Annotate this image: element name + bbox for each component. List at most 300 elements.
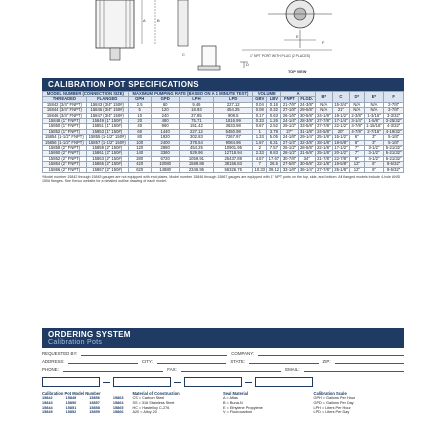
table-cell: 19-1/2" bbox=[334, 112, 348, 118]
table-cell: 6-21/32" bbox=[384, 156, 404, 161]
material-legend bbox=[133, 391, 224, 415]
scale-item: GPH = Gallons Per Hour bbox=[313, 396, 356, 401]
table-cell: 15858 (2" FNPT) bbox=[43, 146, 87, 151]
table-cell: 15862 (2" FNPT) bbox=[43, 156, 87, 161]
table-cell: 960 bbox=[151, 124, 179, 129]
table-cell: 1816.99 bbox=[214, 119, 253, 124]
email-field[interactable] bbox=[304, 367, 404, 372]
table-cell: 480 bbox=[151, 119, 179, 124]
table-cell: 280 bbox=[128, 156, 151, 161]
table-cell: 28-1/2" bbox=[282, 150, 297, 156]
table-cell: 0.16 bbox=[267, 102, 281, 107]
table-cell: 15852 (1" FNPT) bbox=[43, 129, 87, 134]
material-item: HC = Hastelloy C-276 bbox=[132, 405, 170, 410]
scale-item: GPD = Gallons Per Day bbox=[313, 400, 354, 405]
table-cell: 10080 bbox=[151, 162, 179, 167]
table-cell: 5 bbox=[128, 108, 151, 113]
table-cell: 120 bbox=[128, 146, 151, 151]
phone-label: PHONE: bbox=[42, 367, 59, 372]
table-cell: 2346.95 bbox=[179, 167, 214, 172]
city-label: CITY: bbox=[141, 359, 153, 364]
model-number-box[interactable] bbox=[42, 377, 100, 387]
table-cell: 27-7/8" bbox=[317, 123, 331, 129]
table-cell: 18.93 bbox=[179, 108, 214, 113]
table-cell: 39.12 bbox=[268, 166, 280, 172]
table-cell: 5-1/8" bbox=[384, 135, 404, 140]
address-field[interactable] bbox=[68, 359, 137, 364]
table-cell: 36-1/4" bbox=[299, 166, 314, 172]
table-cell: 302.83 bbox=[179, 135, 214, 140]
table-cell: 15864 (2" FNPT) bbox=[43, 162, 87, 167]
form-row-3 bbox=[42, 367, 404, 372]
company-field[interactable] bbox=[258, 351, 404, 356]
model-number-item: 15864 bbox=[112, 400, 124, 405]
table-cell: 4.67 bbox=[253, 156, 267, 161]
col-max-pumping-rate: MAXIMUM PUMPING RATE (BASED ON A 1 MINUTE TEST) bbox=[128, 92, 253, 97]
form-row-2 bbox=[42, 359, 404, 364]
table-cell: N/A bbox=[350, 108, 365, 113]
table-cell: 15-1/2" bbox=[334, 134, 348, 140]
table-cell: 15853 (1" 150#) bbox=[86, 129, 128, 134]
table-cell: 8-5/32" bbox=[384, 162, 404, 167]
table-cell: 15846 (3/4" FNPT) bbox=[43, 113, 87, 118]
table-cell: 2.5 bbox=[128, 102, 151, 107]
table-cell: 60 bbox=[151, 102, 179, 107]
table-cell: 454.25 bbox=[179, 146, 214, 151]
table-cell: 6.31 bbox=[267, 140, 281, 145]
table-cell: 60 bbox=[128, 129, 151, 134]
table-cell: 7 bbox=[253, 162, 267, 167]
table-cell: 20 bbox=[128, 119, 151, 124]
table-cell: N/A bbox=[364, 108, 384, 113]
table-cell: 2-7/8" bbox=[384, 108, 404, 113]
table-cell: 2-7/8" bbox=[384, 102, 404, 107]
table-cell: 22-1/8" bbox=[317, 145, 331, 151]
table-cell: 420 bbox=[128, 162, 151, 167]
table-cell: 1589.86 bbox=[179, 162, 214, 167]
table-cell: 3633.98 bbox=[214, 124, 253, 129]
col-fnpt: FNPT bbox=[281, 97, 298, 102]
order-code-legend bbox=[42, 391, 404, 415]
table-cell: 24-3/8" bbox=[299, 101, 314, 107]
table-cell: 24-1/4" bbox=[282, 118, 297, 124]
form-row-1 bbox=[42, 351, 404, 356]
table-cell: 1-3/16" bbox=[364, 113, 384, 118]
side-view-drawing bbox=[96, 0, 220, 70]
table-cell: 75.71 bbox=[179, 119, 214, 124]
table-cell: 18-5/8" bbox=[334, 139, 348, 145]
model-number-item: 15851 bbox=[65, 405, 77, 410]
col-lpd: LPD bbox=[214, 97, 253, 102]
table-cell: 3-1/4" bbox=[351, 118, 363, 124]
table-cell: 0.33 bbox=[253, 119, 267, 124]
table-cell: 1-5/8" bbox=[364, 119, 384, 124]
table-cell: 25-1/8" bbox=[317, 134, 331, 140]
dim-label-a: A bbox=[143, 18, 146, 23]
table-cell: 20" bbox=[332, 129, 349, 134]
table-cell: 17.67 bbox=[268, 155, 280, 161]
requested-by-label: REQUESTED BY: bbox=[42, 351, 78, 356]
table-cell: 0.08 bbox=[253, 108, 267, 113]
table-cell: 22-1/2" bbox=[334, 123, 348, 129]
table-cell: 12" bbox=[350, 167, 365, 172]
table-cell: N/A bbox=[364, 102, 384, 107]
model-number-item: 15866 bbox=[112, 410, 124, 415]
table-cell: 227.12 bbox=[179, 129, 214, 134]
table-cell: 28-3/8" bbox=[299, 118, 314, 124]
table-cell: 454.25 bbox=[214, 108, 253, 113]
table-cell: 12718.94 bbox=[214, 151, 253, 156]
table-cell: 38156.83 bbox=[214, 162, 253, 167]
model-number-item: 15859 bbox=[89, 410, 100, 415]
model-number-item: 15843 bbox=[42, 400, 53, 405]
seal-legend bbox=[223, 391, 314, 415]
table-cell: 22-1/8" bbox=[317, 161, 331, 167]
table-cell: 20-1/2" bbox=[334, 150, 348, 156]
top-view-label: TOP VIEW bbox=[288, 70, 307, 74]
table-cell: 15844 (3/4" FNPT) bbox=[43, 108, 87, 113]
table-cell: 1920 bbox=[151, 135, 179, 140]
table-cell: 12" bbox=[350, 162, 365, 167]
table-cell: 33-1/8" bbox=[282, 166, 297, 172]
col-d: D* bbox=[350, 92, 365, 103]
table-cell: 7267.97 bbox=[214, 135, 253, 140]
table-cell: 1 bbox=[253, 129, 267, 134]
table-cell: 17-1/4" bbox=[334, 118, 348, 124]
table-cell: 8.83 bbox=[267, 151, 281, 156]
table-cell: 27" bbox=[281, 129, 298, 134]
table-cell: 3" bbox=[364, 135, 384, 140]
table-cell: 7" bbox=[350, 146, 365, 151]
table-cell: 0.63 bbox=[267, 113, 281, 118]
col-lph: LPH bbox=[179, 97, 214, 102]
table-cell: 620 bbox=[128, 167, 151, 172]
table-cell: 4-1/2" bbox=[364, 156, 384, 161]
zip-label: ZIP: bbox=[322, 359, 331, 364]
model-number-item: 15844 bbox=[42, 405, 53, 410]
table-cell: 15847 (3/4" 150#) bbox=[86, 113, 128, 118]
model-number-item: 15856 bbox=[89, 396, 100, 401]
dim-label-c: C bbox=[182, 52, 185, 57]
zip-field[interactable] bbox=[335, 359, 404, 364]
col-lbv: LBV bbox=[267, 97, 281, 102]
ordering-heading bbox=[42, 328, 404, 348]
seal-item: B = Buna-N bbox=[223, 400, 243, 405]
table-cell: 5-21/32" bbox=[384, 151, 404, 156]
table-cell: 27-1/8" bbox=[282, 107, 297, 113]
scale-legend bbox=[314, 391, 405, 415]
table-cell: 15861 (2" 150#) bbox=[86, 151, 128, 156]
table-cell: 2.33 bbox=[253, 151, 267, 156]
table-cell: 15851 (1" 150#) bbox=[86, 124, 128, 129]
table-cell: 27-7/8" bbox=[317, 118, 331, 124]
model-number-list bbox=[42, 396, 133, 415]
table-cell: 5450.98 bbox=[214, 129, 253, 134]
ordering-subtitle: Calibration Pots bbox=[48, 339, 103, 346]
table-cell: 6720 bbox=[151, 156, 179, 161]
table-cell: 15857 (1-1/2" 150#) bbox=[86, 140, 128, 145]
col-threaded: THREADED bbox=[43, 97, 87, 102]
table-cell: 1440 bbox=[151, 129, 179, 134]
table-cell: 14880 bbox=[151, 167, 179, 172]
table-cell: 529.96 bbox=[179, 151, 214, 156]
state-label: STATE: bbox=[230, 359, 246, 364]
table-cell: 3-25/32" bbox=[384, 119, 404, 124]
col-f: F bbox=[384, 92, 404, 103]
table-row bbox=[43, 167, 404, 172]
table-cell: 3-1/2" bbox=[364, 146, 384, 151]
model-number-item: 15849 bbox=[65, 396, 77, 401]
company-label: COMPANY: bbox=[231, 351, 255, 356]
table-cell: 27-5/8" bbox=[282, 161, 297, 167]
table-cell: 21" bbox=[332, 108, 349, 113]
table-cell: 6" bbox=[364, 167, 384, 172]
calibration-scale-box[interactable] bbox=[255, 377, 313, 387]
material-box[interactable] bbox=[113, 377, 171, 387]
separator-dash bbox=[174, 382, 181, 383]
table-cell: 27-1/4" bbox=[282, 139, 297, 145]
seal-legend-title: Seal Material bbox=[223, 391, 249, 396]
table-cell: 37.85 bbox=[179, 113, 214, 118]
col-flgd: FLGD. bbox=[298, 97, 315, 102]
specifications-heading: CALIBRATION POT SPECIFICATIONS bbox=[42, 78, 404, 91]
col-volume: VOLUME bbox=[253, 92, 281, 97]
table-cell: 28-1/8" bbox=[317, 139, 331, 145]
table-cell: 6" bbox=[350, 135, 365, 140]
port-note: 1" NPT PORT WITH PLUG (2 PLACES) bbox=[250, 54, 311, 58]
table-cell: 21-7/8" bbox=[282, 101, 297, 107]
col-model-number: MODEL NUMBER (CONNECTION SIZE) bbox=[43, 92, 129, 97]
table-cell: 17-1/2" bbox=[334, 145, 348, 151]
order-code-builder bbox=[42, 377, 404, 387]
material-item: A20 = Alloy 20 bbox=[132, 410, 157, 415]
table-cell: 15863 (2" 150#) bbox=[86, 156, 128, 161]
ordering-title: ORDERING SYSTEM bbox=[48, 330, 131, 339]
col-e: E* bbox=[364, 92, 384, 103]
col-gbv: GBV bbox=[253, 97, 267, 102]
table-cell: 29-1/2" bbox=[282, 123, 297, 129]
table-cell: 25437.89 bbox=[214, 156, 253, 161]
calibration-pot-specifications bbox=[42, 78, 404, 184]
table-cell: 10901.95 bbox=[214, 146, 253, 151]
table-cell: 1.33 bbox=[253, 135, 267, 140]
email-label: EMAIL: bbox=[285, 367, 300, 372]
table-cell: 15849 (1" 150#) bbox=[86, 119, 128, 124]
seal-item: E = Ethylene Propylene bbox=[223, 405, 263, 410]
table-cell: 100 bbox=[128, 140, 151, 145]
table-cell: 80 bbox=[128, 135, 151, 140]
table-cell: 1-15/16" bbox=[366, 123, 382, 129]
scale-item: LPH = Liters Per Hour bbox=[313, 405, 351, 410]
separator-dash bbox=[103, 382, 110, 383]
specifications-table bbox=[42, 91, 404, 173]
model-number-item: 15865 bbox=[112, 405, 124, 410]
table-cell: 4-19/32" bbox=[384, 129, 404, 134]
table-cell: 908.5 bbox=[214, 113, 253, 118]
table-cell: 1.26 bbox=[267, 119, 281, 124]
seal-item: A = Aflas bbox=[223, 396, 238, 401]
address-label: ADDRESS: bbox=[42, 359, 65, 364]
table-cell: 15850 (1" FNPT) bbox=[43, 124, 87, 129]
table-cell: 24-1/8" bbox=[282, 134, 297, 140]
fax-field[interactable] bbox=[181, 367, 281, 372]
table-cell: 3360 bbox=[151, 151, 179, 156]
table-cell: 5-21/32" bbox=[384, 146, 404, 151]
table-cell: 2.52 bbox=[267, 124, 281, 129]
table-cell: 31-1/8" bbox=[299, 128, 314, 134]
table-cell: 3" bbox=[364, 140, 384, 145]
table-cell: 9084.96 bbox=[214, 140, 253, 145]
seal-item: V = Fluorocarbon bbox=[223, 410, 253, 415]
table-cell: 3-3/32" bbox=[384, 113, 404, 118]
table-cell: 5.05 bbox=[267, 135, 281, 140]
dim-label-e: E bbox=[296, 34, 299, 39]
table-cell: 33-5/8" bbox=[299, 123, 314, 129]
table-cell: 30-5/8" bbox=[299, 112, 314, 118]
table-cell: 15866 (2" FNPT) bbox=[43, 167, 87, 172]
model-number-item: 15845 bbox=[42, 410, 53, 415]
table-cell: 25-1/8" bbox=[317, 150, 331, 156]
dim-label-d: D bbox=[246, 62, 249, 67]
material-item: CS = Carbon Steel bbox=[132, 396, 165, 401]
table-cell: 29-5/8" bbox=[299, 107, 314, 113]
table-cell: 21-7/8" bbox=[317, 155, 331, 161]
table-cell: 40 bbox=[128, 124, 151, 129]
table-cell: 227.12 bbox=[214, 102, 253, 107]
state-field[interactable] bbox=[249, 359, 318, 364]
col-flanged: FLANGED bbox=[86, 97, 128, 102]
fax-label: FAX: bbox=[167, 367, 177, 372]
table-cell: 2 bbox=[253, 146, 267, 151]
table-cell: 4-3/32" bbox=[384, 124, 404, 129]
table-cell: 15855 (1-1/2" 150#) bbox=[86, 135, 128, 140]
table-cell: 15859 (2" 150#) bbox=[86, 146, 128, 151]
table-cell: 15860 (2" FNPT) bbox=[43, 151, 87, 156]
table-cell: 2-3/8" bbox=[351, 112, 363, 118]
table-cell: 2880 bbox=[151, 146, 179, 151]
table-cell: 1059.91 bbox=[179, 156, 214, 161]
scale-legend-title: Calibration Scale bbox=[313, 391, 347, 396]
model-legend-title: Calibration Pot Model Number bbox=[42, 391, 101, 396]
table-cell: 3.79 bbox=[267, 129, 281, 134]
table-cell: 9" bbox=[350, 156, 365, 161]
col-c: C bbox=[332, 92, 349, 103]
specifications-table-body bbox=[43, 102, 404, 172]
table-cell: 8-5/32" bbox=[384, 167, 404, 172]
table-cell: 2400 bbox=[151, 140, 179, 145]
model-number-item: 15852 bbox=[65, 410, 77, 415]
table-cell: 28-5/8" bbox=[299, 145, 314, 151]
table-cell: 22-7/8" bbox=[334, 155, 348, 161]
table-cell: 3-7/8" bbox=[351, 123, 363, 129]
model-number-item: 15850 bbox=[65, 400, 77, 405]
scale-item: LPD = Liters Per Day bbox=[313, 410, 350, 415]
table-cell: 15842 (3/4" FNPT) bbox=[43, 102, 87, 107]
table-cell: 30-5/8" bbox=[299, 161, 314, 167]
table-cell: 27-7/8" bbox=[317, 166, 331, 172]
table-cell: 30-7/8" bbox=[282, 155, 297, 161]
table-cell: N/A bbox=[315, 108, 332, 113]
dim-label-b: B bbox=[157, 18, 160, 23]
table-cell: 19-5/8" bbox=[334, 161, 348, 167]
table-cell: 31-5/8" bbox=[299, 150, 314, 156]
table-cell: 32-3/8" bbox=[299, 139, 314, 145]
table-cell: 56326.75 bbox=[214, 167, 253, 172]
table-cell: 240 bbox=[151, 113, 179, 118]
table-cell: 25-1/8" bbox=[334, 166, 348, 172]
table-cell: 0.04 bbox=[253, 102, 267, 107]
table-cell: 140 bbox=[128, 151, 151, 156]
seal-material-box[interactable] bbox=[184, 377, 242, 387]
table-cell: 3-1/2" bbox=[364, 151, 384, 156]
table-cell: N/A bbox=[315, 102, 332, 107]
col-a: A bbox=[281, 92, 315, 97]
material-item: SS = 316 Stainless Steel bbox=[132, 400, 175, 405]
model-number-item: 15857 bbox=[89, 400, 100, 405]
table-cell: 5-1/8" bbox=[384, 140, 404, 145]
table-cell: 15843 (3/4" 150#) bbox=[86, 102, 128, 107]
table-cell: 15848 (1" FNPT) bbox=[43, 119, 87, 124]
table-cell: 7.57 bbox=[267, 146, 281, 151]
table-cell: 15867 (2" 150#) bbox=[86, 167, 128, 172]
table-cell: 24-1/8" bbox=[317, 112, 331, 118]
table-cell: 6" bbox=[350, 140, 365, 145]
table-cell: 29-1/4" bbox=[299, 134, 314, 140]
col-gph: GPH bbox=[128, 97, 151, 102]
separator-dash bbox=[245, 382, 252, 383]
table-cell: 378.54 bbox=[179, 140, 214, 145]
requested-by-field[interactable] bbox=[81, 351, 227, 356]
model-number-item: 15858 bbox=[89, 405, 100, 410]
table-cell: 0.32 bbox=[267, 108, 281, 113]
table-cell: 0.17 bbox=[253, 113, 267, 118]
table-cell: 0.67 bbox=[253, 124, 267, 129]
table-cell: 120 bbox=[151, 108, 179, 113]
model-number-item: 15842 bbox=[42, 396, 53, 401]
table-cell: 4-7/8" bbox=[351, 128, 363, 134]
table-cell: 34" bbox=[298, 156, 315, 161]
table-cell: 2-7/16" bbox=[364, 129, 384, 134]
table-cell: 6" bbox=[364, 162, 384, 167]
model-number-item: 15863 bbox=[112, 396, 124, 401]
table-cell: 15865 (2" 150#) bbox=[86, 162, 128, 167]
phone-field[interactable] bbox=[63, 367, 163, 372]
table-cell: 15856 (1-1/2" FNPT) bbox=[43, 140, 87, 145]
table-cell: 10.33 bbox=[254, 166, 266, 172]
city-field[interactable] bbox=[157, 359, 226, 364]
table-cell: 26-1/8" bbox=[282, 112, 297, 118]
table-cell: 24-5/8" bbox=[317, 128, 331, 134]
model-number-legend bbox=[42, 391, 133, 415]
table-cell: 151.42 bbox=[179, 124, 214, 129]
table-cell: N/A bbox=[350, 102, 365, 107]
col-b: B* bbox=[315, 92, 332, 103]
col-gpd: GPD bbox=[151, 97, 179, 102]
product-outline-drawing bbox=[0, 0, 430, 76]
dim-label-f: F bbox=[322, 40, 325, 45]
table-cell: 10 bbox=[128, 113, 151, 118]
specifications-footnote: *Model number 15842 through 15845 gauges are not equipped with end plates. Model number 15846 through 15867 gauges are equipped with 1" NPT ports on the top, side, and bottom. All flanged models include 4-hole ANSI 150# flanges. See Kenco website for a detailed outline drawing of each model. bbox=[42, 175, 401, 184]
table-cell: 7" bbox=[350, 151, 365, 156]
table-cell: 15854 (1-1/2" FNPT) bbox=[43, 135, 87, 140]
material-legend-title: Material of Construction bbox=[132, 391, 180, 396]
table-cell: 1.67 bbox=[253, 140, 267, 145]
table-cell: 25-1/2" bbox=[282, 145, 297, 151]
ordering-system bbox=[42, 328, 404, 415]
table-cell: 9.46 bbox=[179, 102, 214, 107]
table-cell: 15-3/4" bbox=[334, 101, 348, 107]
table-cell: 15845 (3/4" 150#) bbox=[86, 108, 128, 113]
